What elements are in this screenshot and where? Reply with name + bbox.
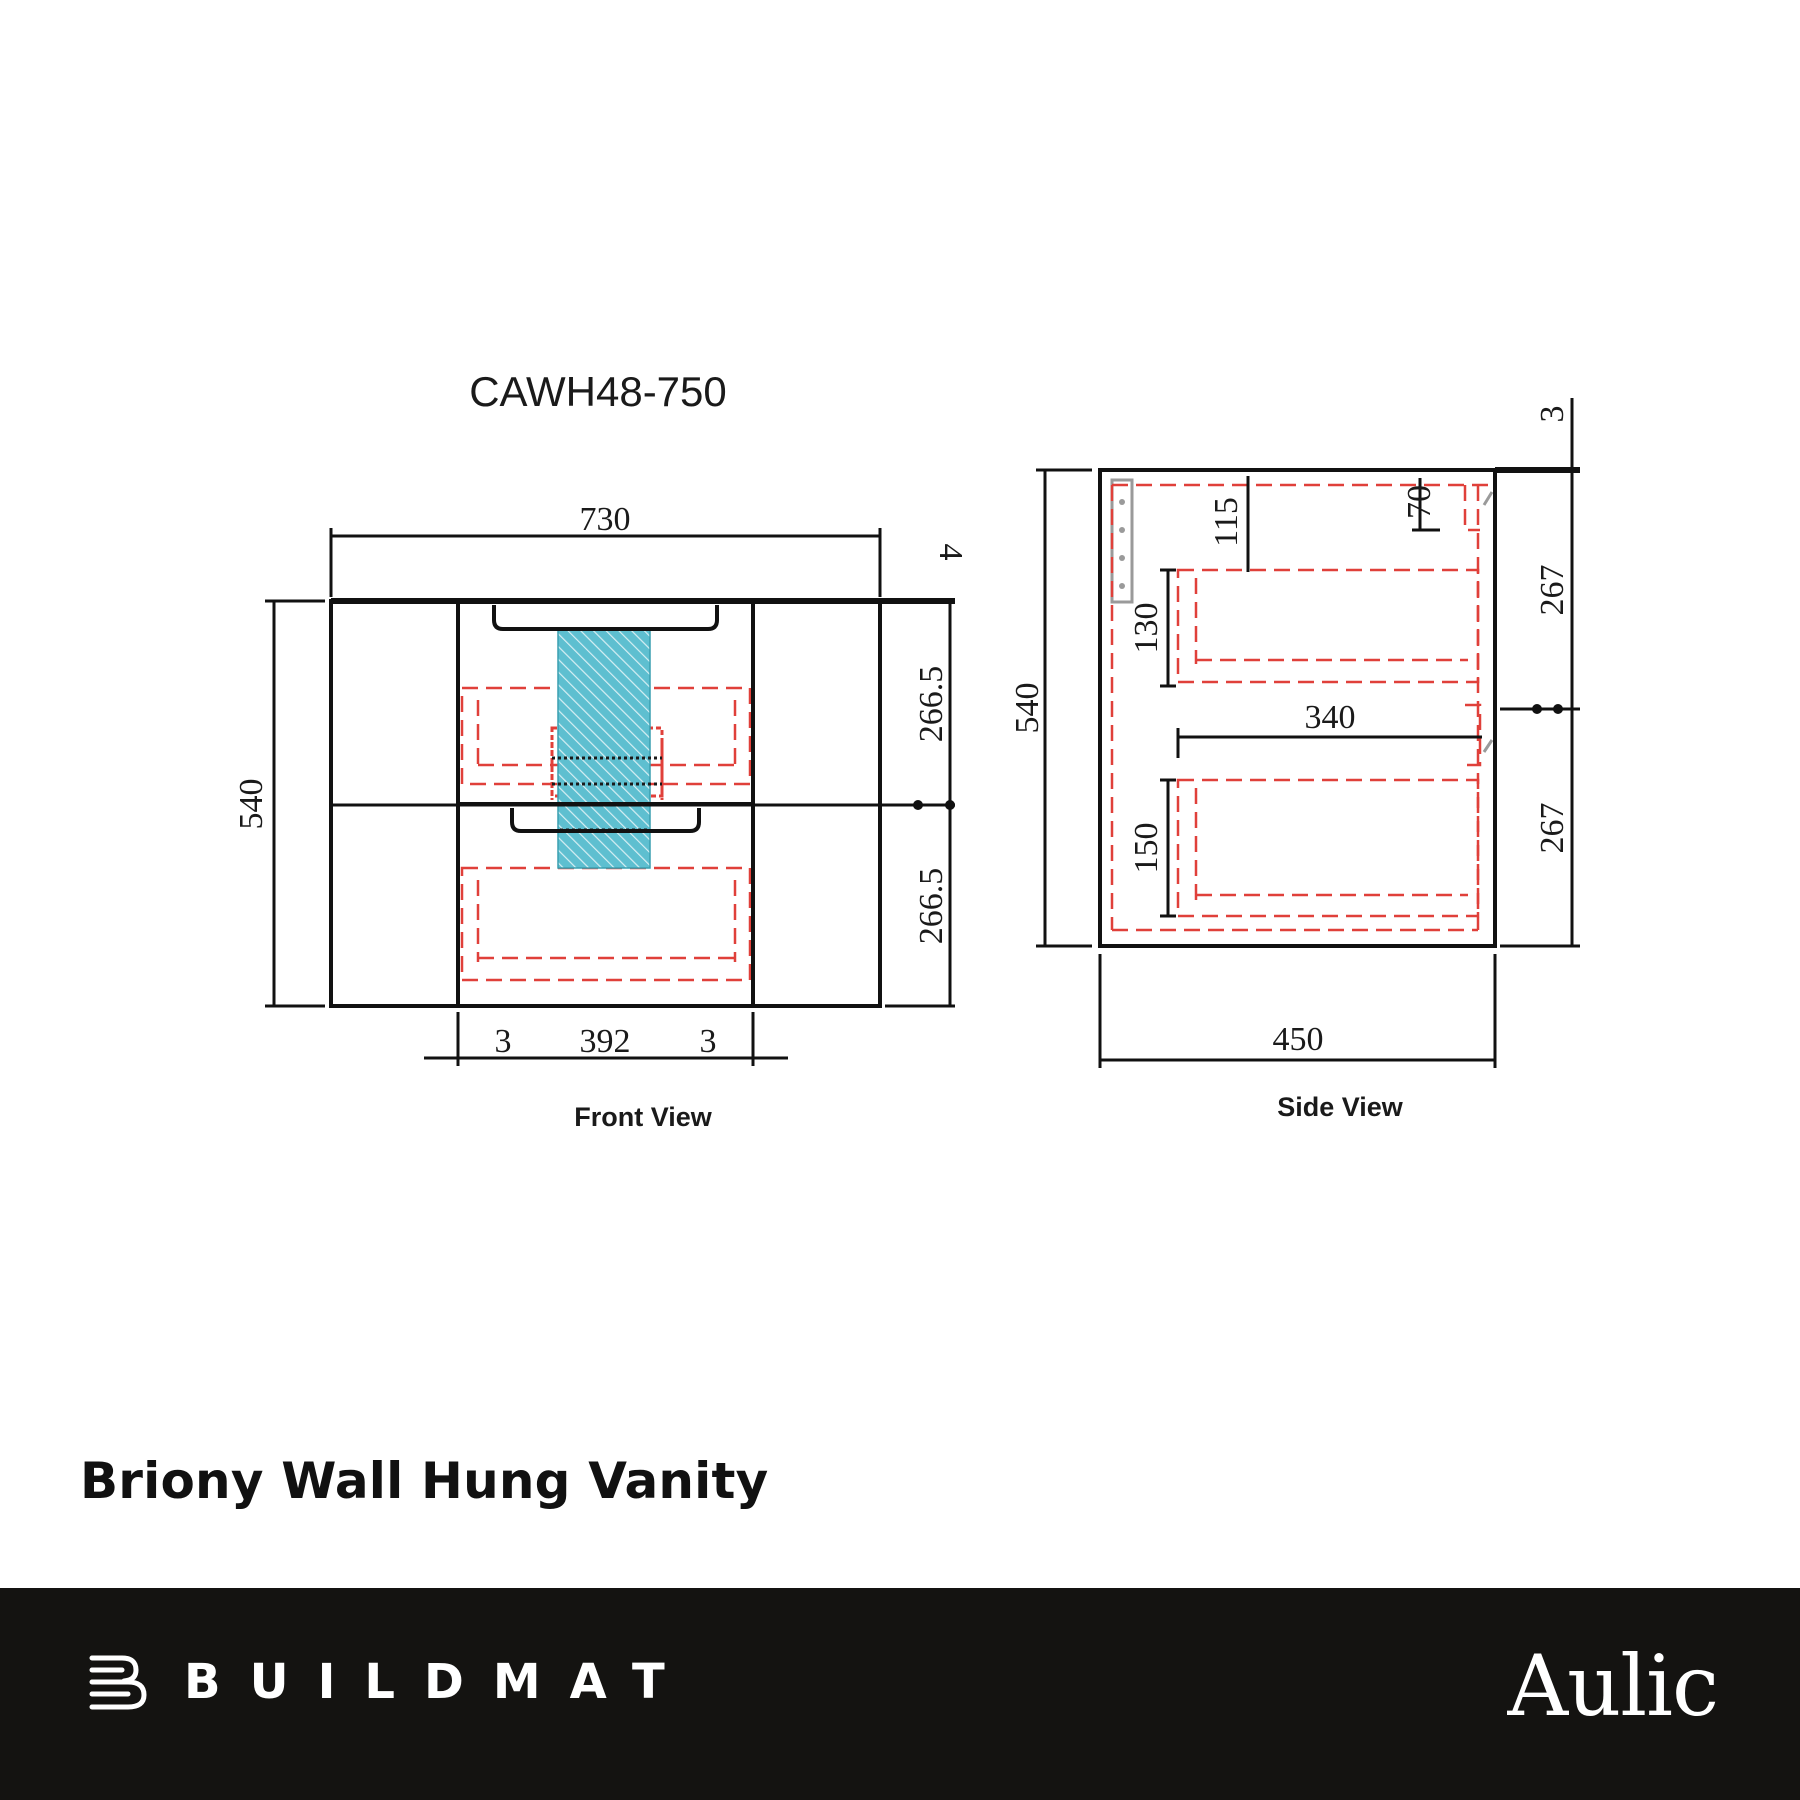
dim-side-handle-recess: 70 [1401, 485, 1438, 519]
dim-side-upper-side: 130 [1128, 602, 1165, 654]
dim-front-right-gap: 3 [699, 1023, 717, 1060]
dim-side-lower-side: 150 [1128, 822, 1165, 874]
dim-side-top-gap: 3 [1534, 405, 1571, 423]
dim-dot [945, 800, 955, 810]
dim-front-lower-drawer: 266.5 [913, 867, 950, 945]
side-hinge-marks [1484, 492, 1492, 752]
dim-front-upper-drawer: 266.5 [913, 665, 950, 743]
model-code: CAWH48-750 [469, 368, 727, 415]
dim-side-lower-drawer: 267 [1534, 802, 1571, 854]
aulic-wordmark: Aulic [1507, 1637, 1718, 1735]
dim-front-drawer-width: 392 [579, 1023, 631, 1060]
dim-dot [1553, 704, 1563, 714]
side-cabinet-outline [1100, 470, 1495, 946]
product-title: Briony Wall Hung Vanity [80, 1452, 769, 1510]
dim-front-width: 730 [579, 501, 631, 538]
side-view-caption: Side View [1277, 1092, 1403, 1122]
dim-front-height: 540 [233, 778, 270, 830]
dim-side-upper-drawer: 267 [1534, 564, 1571, 616]
front-view [233, 501, 969, 1132]
dim-side-inner-top: 115 [1208, 497, 1245, 547]
dim-side-depth: 450 [1272, 1021, 1324, 1058]
dim-dot [913, 800, 923, 810]
side-view [1009, 398, 1580, 1122]
dim-side-drawer-depth: 340 [1304, 699, 1356, 736]
dim-front-left-gap: 3 [494, 1023, 512, 1060]
brand-footer [0, 1588, 1800, 1800]
buildmat-wordmark: BUILDMAT [184, 1654, 694, 1710]
dim-side-height: 540 [1009, 682, 1046, 734]
buildmat-b-icon [88, 1652, 152, 1712]
front-view-caption: Front View [574, 1102, 712, 1132]
dim-dot [1532, 704, 1542, 714]
dim-front-top-thickness: 4 [932, 543, 969, 561]
wall-bracket [1112, 480, 1132, 602]
